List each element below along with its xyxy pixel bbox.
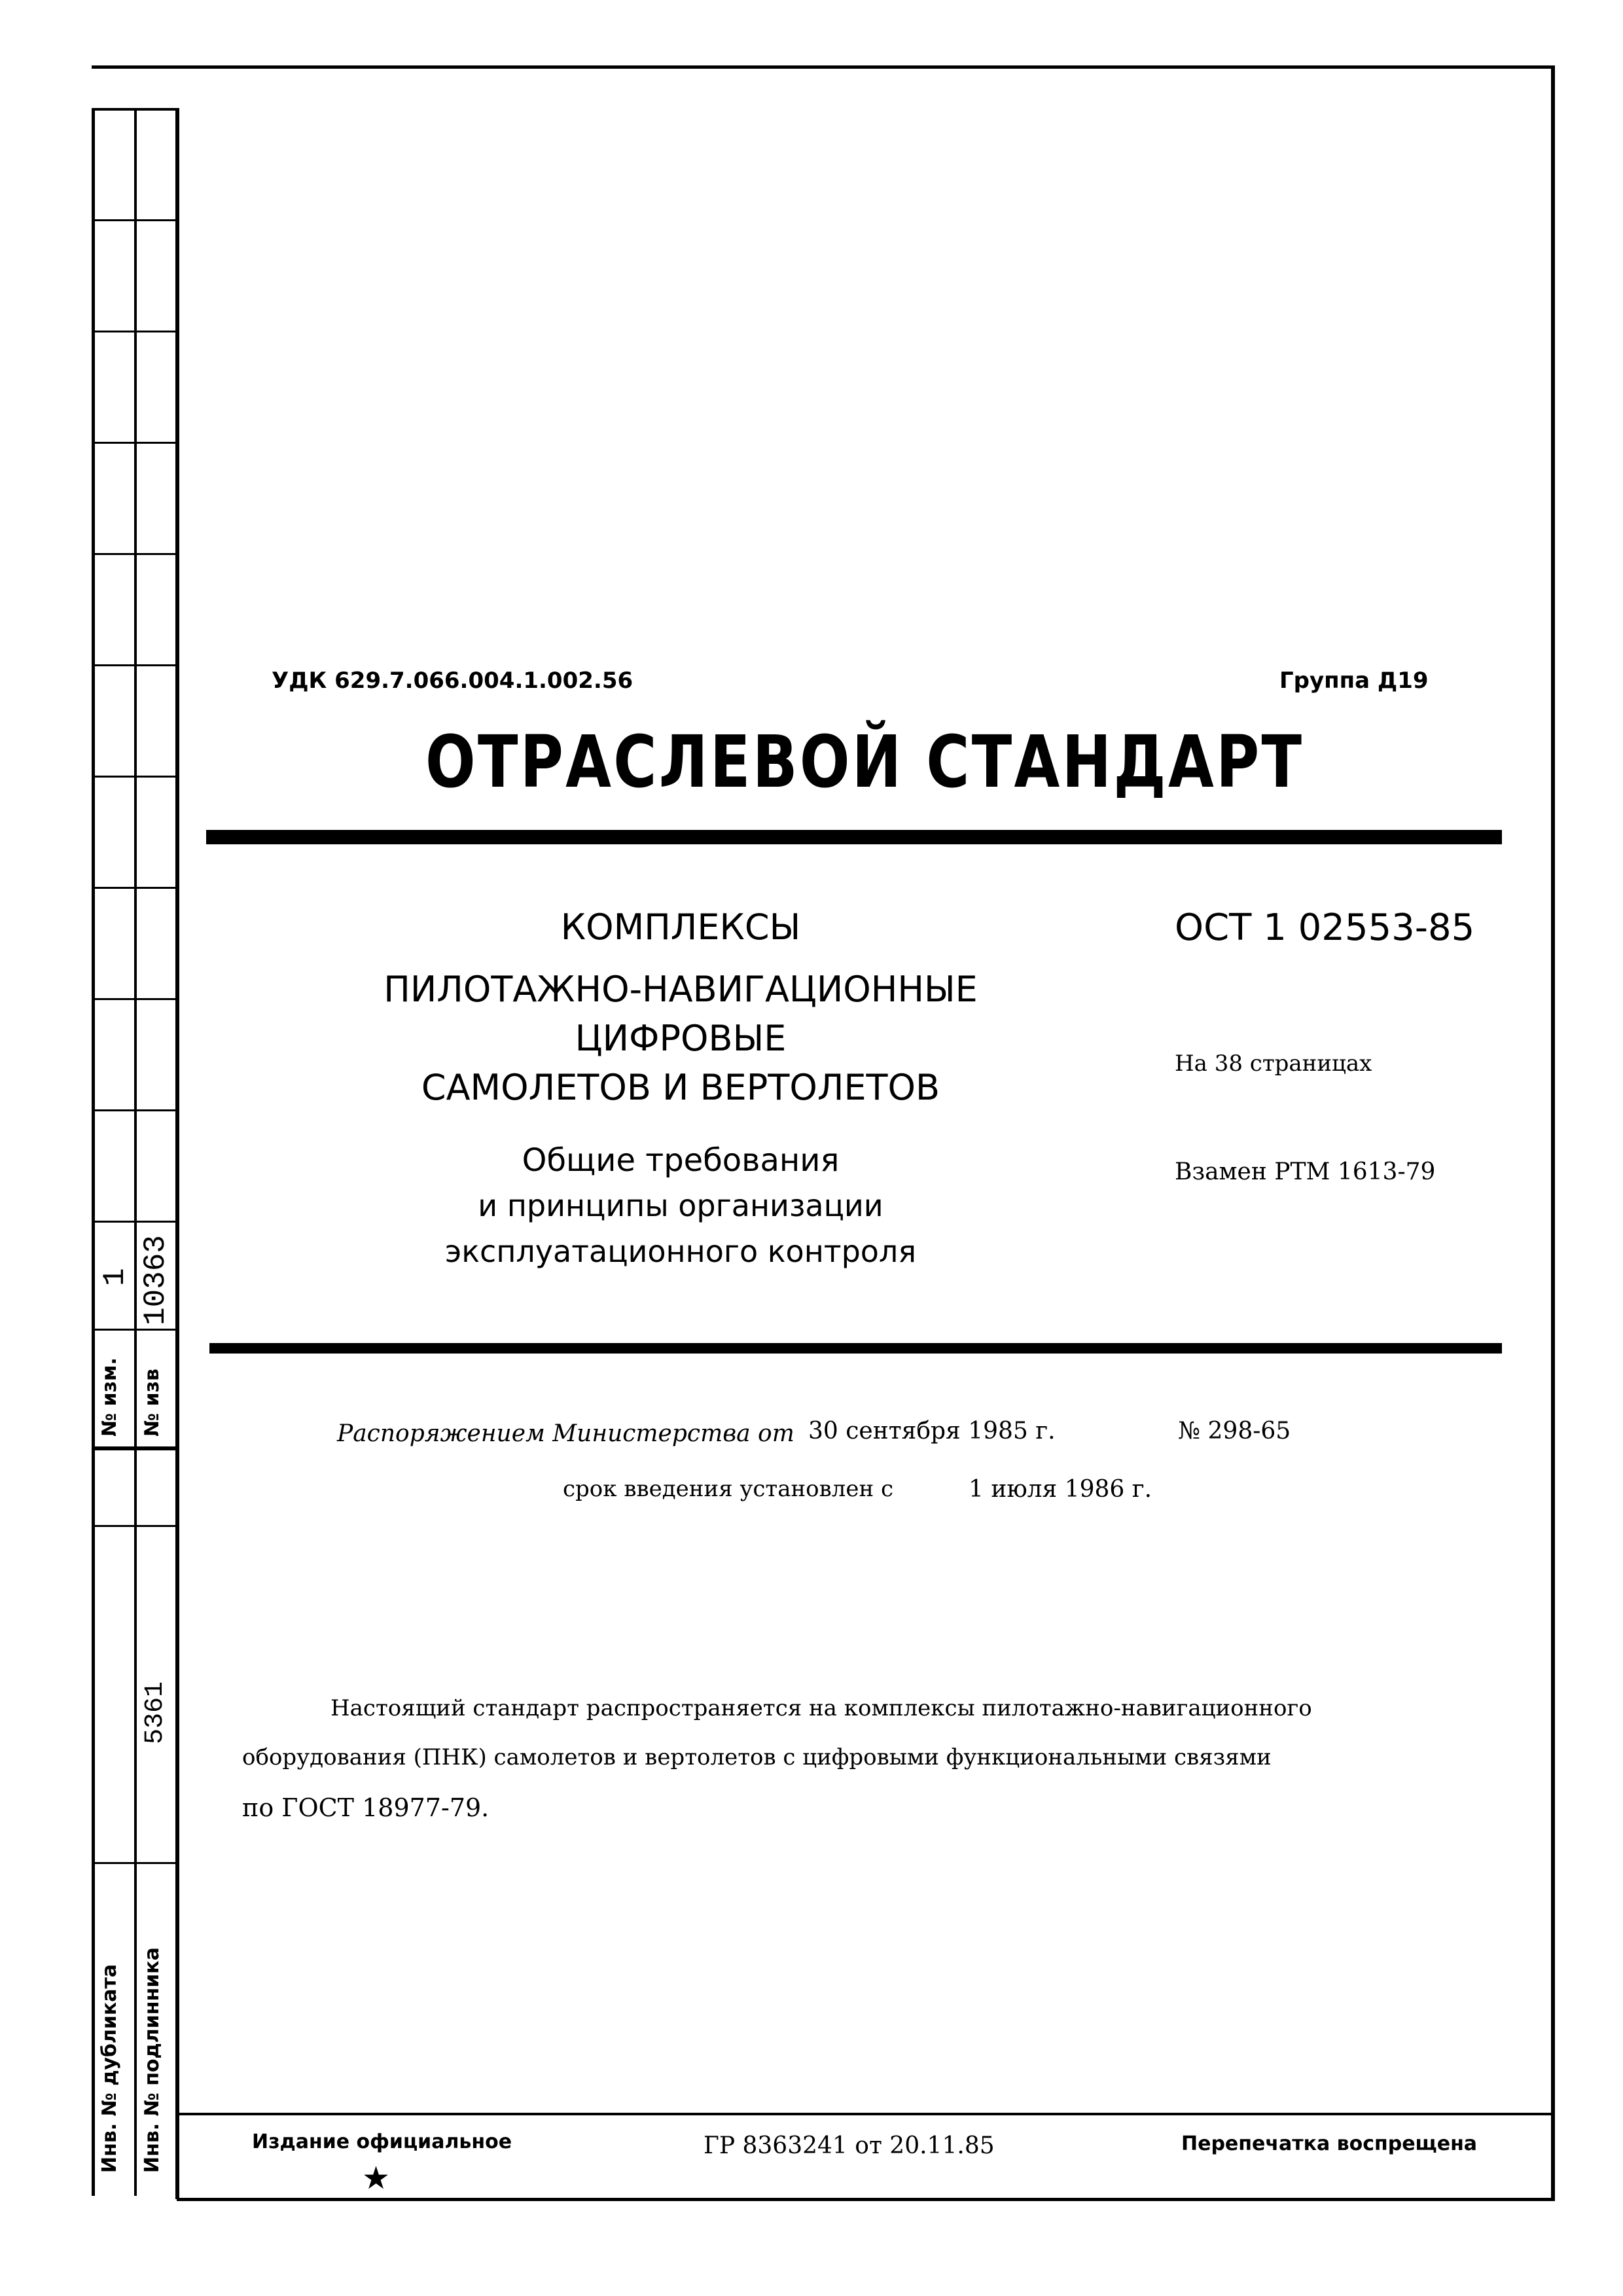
effective-date: 1 июля 1986 г.: [969, 1476, 1152, 1503]
decree-label: Распоряжением Министерства от: [337, 1420, 794, 1447]
stamp-division: [92, 553, 179, 555]
edition-note: Издание официальное: [252, 2130, 512, 2153]
subtitle-line-3: эксплуатационного контроля: [445, 1234, 916, 1269]
registration-number: ГР 8363241 от 20.11.85: [704, 2132, 995, 2159]
title-block-rule: [209, 1343, 1502, 1354]
stamp-division: [92, 219, 179, 221]
frame-bottom-line: [177, 2198, 1555, 2201]
stamp-notice-value: 10363: [139, 1234, 173, 1325]
heading-rule: [206, 830, 1502, 844]
frame-top-line: [92, 65, 1551, 69]
title-line-2: ПИЛОТАЖНО-НАВИГАЦИОННЫЕ: [383, 969, 978, 1010]
stamp-top-line: [92, 108, 179, 111]
stamp-middle-line: [134, 108, 137, 2196]
stamp-original-inv-value: 5361: [141, 1681, 170, 1744]
stamp-outer-left-line: [92, 108, 95, 2196]
document-type-heading: ОТРАСЛЕВОЙ СТАНДАРТ: [425, 720, 1304, 804]
stamp-original-inv-label: Инв. № подлинника: [141, 1947, 164, 2173]
stamp-division: [92, 1329, 179, 1331]
subtitle-line-1: Общие требования: [522, 1142, 840, 1179]
stamp-change-label: № изм.: [98, 1357, 121, 1437]
stamp-change-value: 1: [98, 1268, 132, 1286]
stamp-division: [92, 331, 179, 332]
group-code: Группа Д19: [1279, 668, 1429, 694]
stamp-duplicate-inv-label: Инв. № дубликата: [98, 1964, 121, 2173]
stamp-division: [92, 1862, 179, 1864]
title-line-3: ЦИФРОВЫЕ: [575, 1018, 787, 1059]
scope-line-1: Настоящий стандарт распространяется на комплексы пилотажно-навигационного: [330, 1695, 1312, 1721]
decree-number: № 298-65: [1178, 1418, 1291, 1444]
stamp-division: [92, 1221, 179, 1223]
title-line-1: КОМПЛЕКСЫ: [560, 906, 801, 948]
stamp-division: [92, 776, 179, 778]
scope-line-2: оборудования (ПНК) самолетов и вертолетов с цифровыми функциональными связями: [242, 1744, 1272, 1770]
stamp-division: [92, 664, 179, 666]
scope-line-3: по ГОСТ 18977-79.: [242, 1793, 490, 1822]
page-count: На 38 страницах: [1175, 1050, 1372, 1077]
stamp-division-thick: [92, 1446, 179, 1450]
reprint-notice: Перепечатка воспрещена: [1181, 2132, 1478, 2155]
subtitle-line-2: и принципы организации: [478, 1188, 883, 1223]
footer-rule: [178, 2113, 1552, 2115]
stamp-division: [92, 998, 179, 1000]
edition-star: ★: [362, 2160, 391, 2197]
stamp-division: [92, 1109, 179, 1111]
replaces-document: Взамен РТМ 1613-79: [1175, 1158, 1436, 1185]
udk-code: УДК 629.7.066.004.1.002.56: [272, 668, 633, 694]
stamp-division: [92, 442, 179, 444]
decree-date: 30 сентября 1985 г.: [808, 1418, 1056, 1444]
stamp-division: [92, 887, 179, 889]
frame-left-line: [175, 108, 179, 2199]
standard-number: ОСТ 1 02553-85: [1175, 906, 1475, 949]
stamp-division: [92, 1525, 179, 1527]
effective-label: срок введения установлен с: [563, 1476, 894, 1502]
stamp-notice-label: № изв: [141, 1369, 164, 1437]
title-line-4: САМОЛЕТОВ И ВЕРТОЛЕТОВ: [421, 1067, 940, 1108]
frame-right-line: [1551, 65, 1555, 2199]
